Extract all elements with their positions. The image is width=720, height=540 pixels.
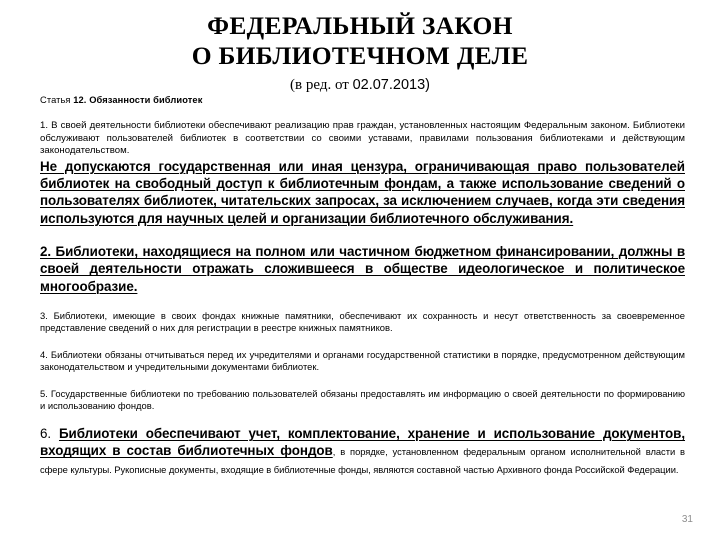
revision-note — [0, 75, 720, 95]
paragraph-6-rest: , в порядке, установленном федеральным органом исполнительной власти в сфере культуры. Рукописные документы, входящие в библиотечные фонды, являются составной частью Архивного фонда Российской Федерации. — [40, 446, 685, 475]
paragraph-1: 1. В своей деятельности библиотеки обеспечивают реализацию прав граждан, установленных настоящим Федеральным законом. Библиотеки обслуживают пользователей библиотек в соответствии со своими уставами, правилами пользования библиотеками и действующим законодательством. — [40, 120, 685, 157]
paragraph-1a-censorship: Не допускаются государственная или иная цензура, ограничивающая право пользователей библиотек на свободный доступ к библиотечным фондам, а также использование сведений о пользователях библиотек, читательских запросах, за исключением случаев, когда эти сведения используются для научных целей и организации библиотечного обслуживания. — [40, 158, 685, 226]
spacer-after-heading — [40, 106, 685, 120]
article-heading — [40, 94, 685, 106]
article-number: 12. — [73, 95, 87, 105]
paragraph-5: 5. Государственные библиотеки по требованию пользователей обязаны предоставлять им информацию о своей деятельности по формированию и использованию фондов. — [40, 387, 685, 411]
title-line-1: ФЕДЕРАЛЬНЫЙ ЗАКОН — [207, 11, 513, 40]
spacer-before-paragraph-2 — [40, 227, 685, 243]
title-line-2: О БИБЛИОТЕЧНОМ ДЕЛЕ — [191, 41, 529, 70]
spacer-before-paragraph-4 — [40, 334, 685, 349]
revision-date: 02.07.2013) — [352, 77, 430, 93]
spacer-before-paragraph-6 — [40, 412, 685, 425]
revision-prefix: (в ред. от — [290, 77, 353, 93]
paragraph-6-number: 6. — [40, 426, 52, 442]
paragraph-3: 3. Библиотеки, имеющие в своих фондах книжные памятники, обеспечивают их сохранность и несут ответственность за своевременное представление сведений о них для регистрации в реестре книжных памятников. — [40, 309, 685, 334]
article-label: Статья — [40, 95, 71, 105]
spacer-before-paragraph-3 — [40, 295, 685, 310]
paragraph-2: 2. Библиотеки, находящиеся на полном или частичном бюджетном финансировании, должны в своей деятельности отражать сложившееся в обществе идеологическое и политическое многообразие. — [40, 243, 685, 294]
paragraph-6 — [40, 425, 685, 477]
page-number: 31 — [681, 514, 693, 525]
spacer-before-paragraph-5 — [40, 374, 685, 388]
paragraph-4: 4. Библиотеки обязаны отчитываться перед их учредителями и органами государственной статистики в порядке, предусмотренном действующим законодательством и учредительными документами библиотек. — [40, 349, 685, 373]
article-name: Обязанности библиотек — [89, 95, 203, 105]
paragraph-6-highlight: Библиотеки обеспечивают учет, комплектование, хранение и использование документов, входящих в состав библиотечных фондов — [40, 426, 686, 459]
document-body — [40, 94, 685, 477]
document-title-block — [0, 11, 720, 95]
